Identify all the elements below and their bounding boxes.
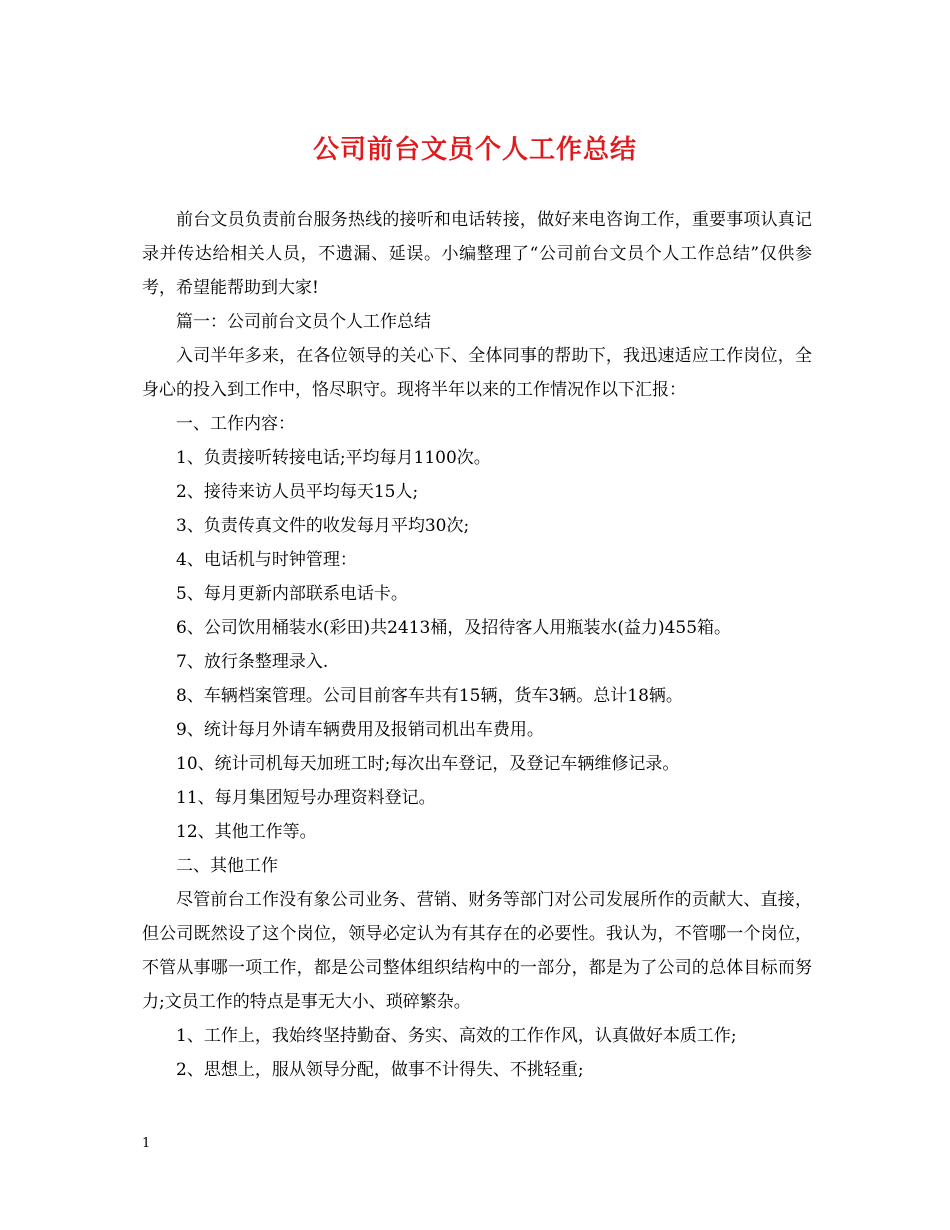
list-item: 11、每月集团短号办理资料登记。 <box>176 788 436 808</box>
document-body <box>142 203 812 1087</box>
list-item: 7、放行条整理录入. <box>176 652 329 672</box>
document-title: 公司前台文员个人工作总结 <box>312 135 637 165</box>
list-item: 9、统计每月外请车辆费用及报销司机出车费用。 <box>176 720 544 740</box>
list-item: 6、公司饮用桶装水(彩田)共2413桶，及招待客人用瓶装水(益力)455箱。 <box>176 618 732 638</box>
paragraph-other-work: 尽管前台工作没有象公司业务、营销、财务等部门对公司发展所作的贡献大、直接，但公司既然设了这个岗位，领导必定认为有其存在的必要性。我认为，不管哪一个岗位，不管从事哪一项工作，都是公司整体组织结构中的一部分，都是为了公司的总体目标而努力;文员工作的特点是事无大小、琐碎繁杂。 <box>142 890 812 1012</box>
list-item: 1、工作上，我始终坚持勤奋、务实、高效的工作作风，认真做好本质工作; <box>176 1026 737 1046</box>
page-number: 1 <box>142 1136 151 1151</box>
section-heading-part-one: 篇一：公司前台文员个人工作总结 <box>176 312 431 332</box>
list-item: 1、负责接听转接电话;平均每月1100次。 <box>176 448 491 468</box>
list-item: 10、统计司机每天加班工时;每次出车登记，及登记车辆维修记录。 <box>176 754 680 774</box>
list-item: 2、思想上，服从领导分配，做事不计得失、不挑轻重; <box>176 1060 584 1080</box>
list-item: 12、其他工作等。 <box>176 822 317 842</box>
paragraph-overview: 入司半年多来，在各位领导的关心下、全体同事的帮助下，我迅速适应工作岗位，全身心的投入到工作中，恪尽职守。现将半年以来的工作情况作以下汇报： <box>142 346 812 400</box>
section-heading-work-content: 一、工作内容： <box>176 414 295 434</box>
section-heading-other-work: 二、其他工作 <box>176 856 278 876</box>
list-item: 4、电话机与时钟管理： <box>176 550 357 570</box>
paragraph-intro: 前台文员负责前台服务热线的接听和电话转接，做好来电咨询工作，重要事项认真记录并传达给相关人员，不遗漏、延误。小编整理了“公司前台文员个人工作总结”仅供参考，希望能帮助到大家! <box>142 210 812 298</box>
list-item: 2、接待来访人员平均每天15人; <box>176 482 419 502</box>
list-item: 5、每月更新内部联系电话卡。 <box>176 584 408 604</box>
list-item: 3、负责传真文件的收发每月平均30次; <box>176 516 470 536</box>
list-item: 8、车辆档案管理。公司目前客车共有15辆，货车3辆。总计18辆。 <box>176 686 683 706</box>
